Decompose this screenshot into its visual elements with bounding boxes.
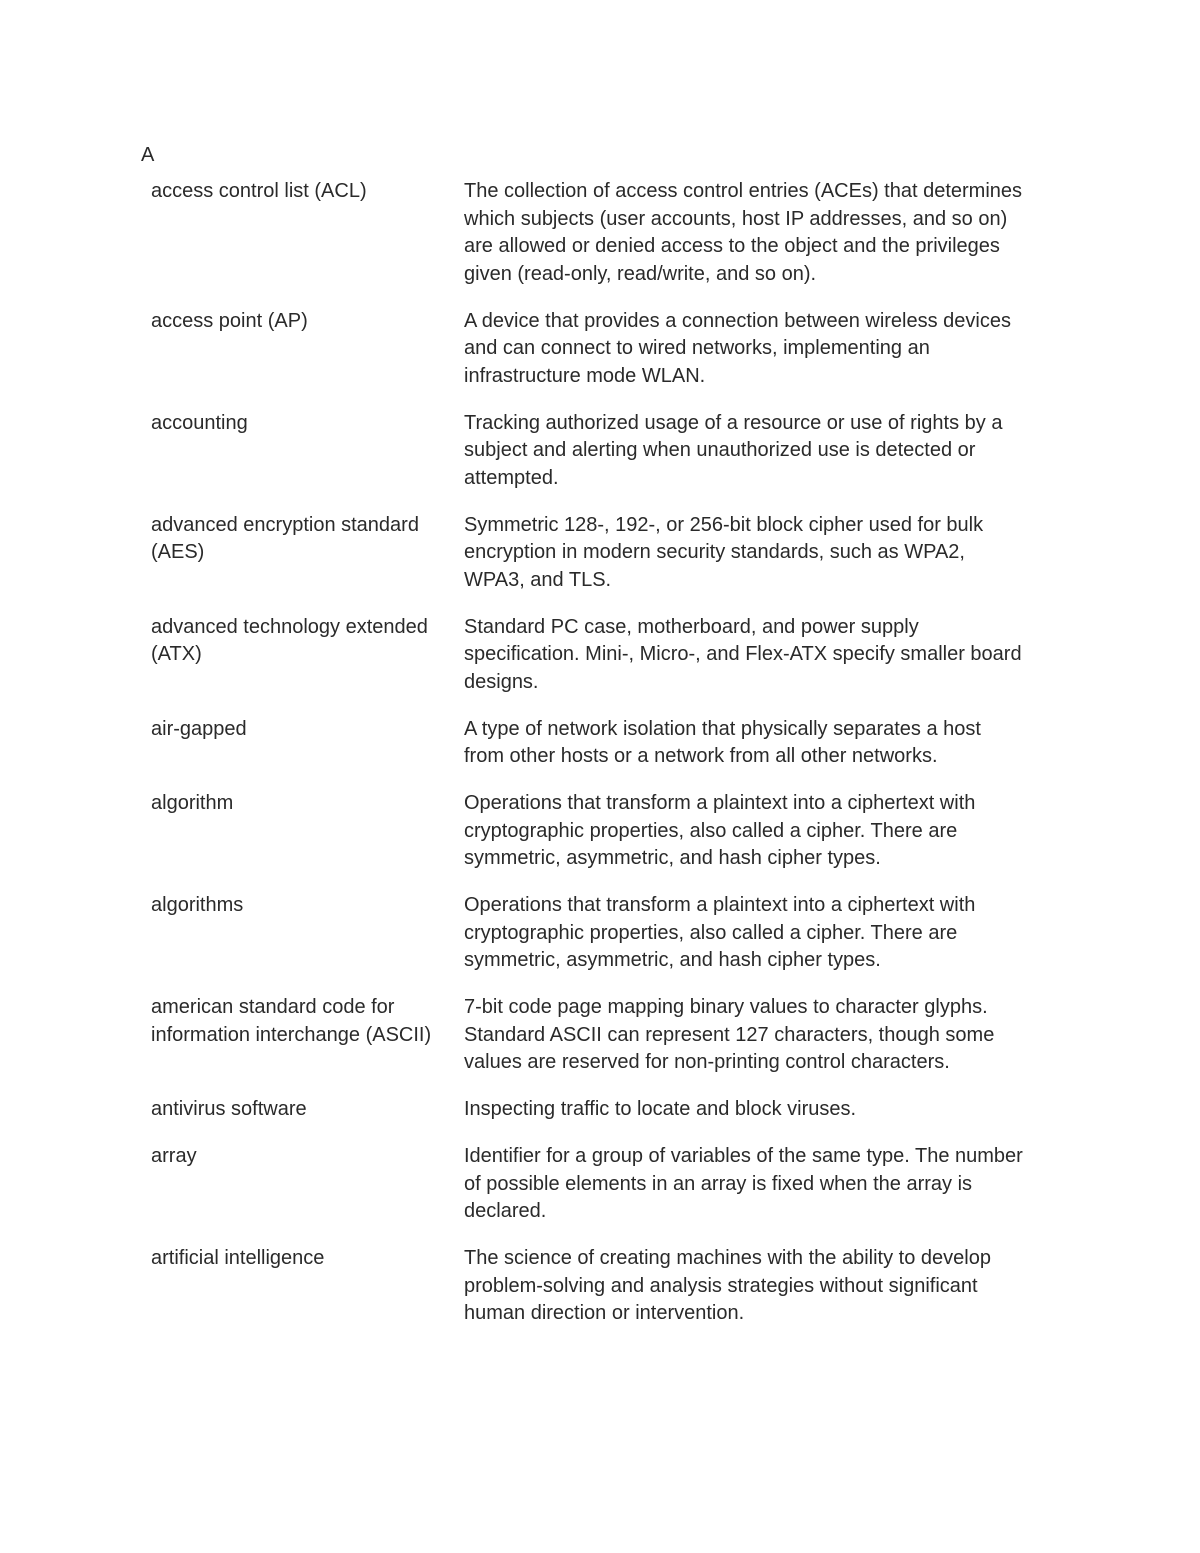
glossary-entry xyxy=(151,1143,1051,1226)
glossary-entry xyxy=(151,410,1051,493)
glossary-entry xyxy=(151,308,1051,391)
glossary-definition: Operations that transform a plaintext into a ciphertext with cryptographic properties, also called a cipher. There are symmetric, asymmetric, and hash cipher types. xyxy=(464,792,976,869)
glossary-term: american standard code for information interchange (ASCII) xyxy=(151,996,432,1046)
glossary-term: advanced technology extended (ATX) xyxy=(151,615,428,665)
glossary-term: access point (AP) xyxy=(151,309,308,332)
glossary-term: algorithms xyxy=(151,894,244,916)
glossary-term: accounting xyxy=(151,411,248,434)
glossary-definition: Identifier for a group of variables of the same type. The number of possible elements in an array is fixed when the array is declared. xyxy=(464,1145,1023,1222)
glossary-term: advanced encryption standard (AES) xyxy=(151,513,419,563)
glossary-entry xyxy=(151,512,1051,595)
glossary-entry xyxy=(151,994,1051,1077)
glossary-entry xyxy=(151,178,1051,288)
glossary-list xyxy=(151,178,1051,1347)
glossary-entry xyxy=(151,1096,1051,1124)
glossary-entry xyxy=(151,892,1051,975)
glossary-definition: 7-bit code page mapping binary values to character glyphs. Standard ASCII can represent 127 characters, though some values are reserved for non-printing control characters. xyxy=(464,996,995,1073)
glossary-definition: A device that provides a connection between wireless devices and can connect to wired networks, implementing an infrastructure mode WLAN. xyxy=(464,309,1011,387)
glossary-entry xyxy=(151,1245,1051,1328)
glossary-definition: The science of creating machines with the ability to develop problem-solving and analysis strategies without significant human direction or intervention. xyxy=(464,1247,991,1324)
glossary-term: air-gapped xyxy=(151,717,247,740)
glossary-definition: Symmetric 128-, 192-, or 256-bit block cipher used for bulk encryption in modern security standards, such as WPA2, WPA3, and TLS. xyxy=(464,513,984,591)
glossary-term: artificial intelligence xyxy=(151,1247,325,1269)
glossary-definition: Standard PC case, motherboard, and power supply specification. Mini-, Micro-, and Flex-ATX specify smaller board designs. xyxy=(464,615,1022,693)
glossary-term: algorithm xyxy=(151,792,234,814)
glossary-definition: The collection of access control entries (ACEs) that determines which subjects (user accounts, host IP addresses, and so on) are allowed or denied access to the object and the privileges given (read-only, read/write, and so on). xyxy=(464,180,1023,285)
glossary-entry xyxy=(151,716,1051,771)
glossary-term: access control list (ACL) xyxy=(151,180,367,202)
glossary-term: antivirus software xyxy=(151,1098,307,1120)
glossary-definition: Inspecting traffic to locate and block viruses. xyxy=(464,1098,857,1120)
glossary-definition: A type of network isolation that physically separates a host from other hosts or a network from all other networks. xyxy=(464,717,981,767)
glossary-entry xyxy=(151,614,1051,697)
section-letter-heading: A xyxy=(141,144,155,166)
glossary-definition: Tracking authorized usage of a resource or use of rights by a subject and alerting when unauthorized use is detected or attempted. xyxy=(464,411,1003,489)
glossary-term: array xyxy=(151,1145,197,1167)
glossary-definition: Operations that transform a plaintext into a ciphertext with cryptographic properties, also called a cipher. There are symmetric, asymmetric, and hash cipher types. xyxy=(464,894,976,971)
glossary-entry xyxy=(151,790,1051,873)
